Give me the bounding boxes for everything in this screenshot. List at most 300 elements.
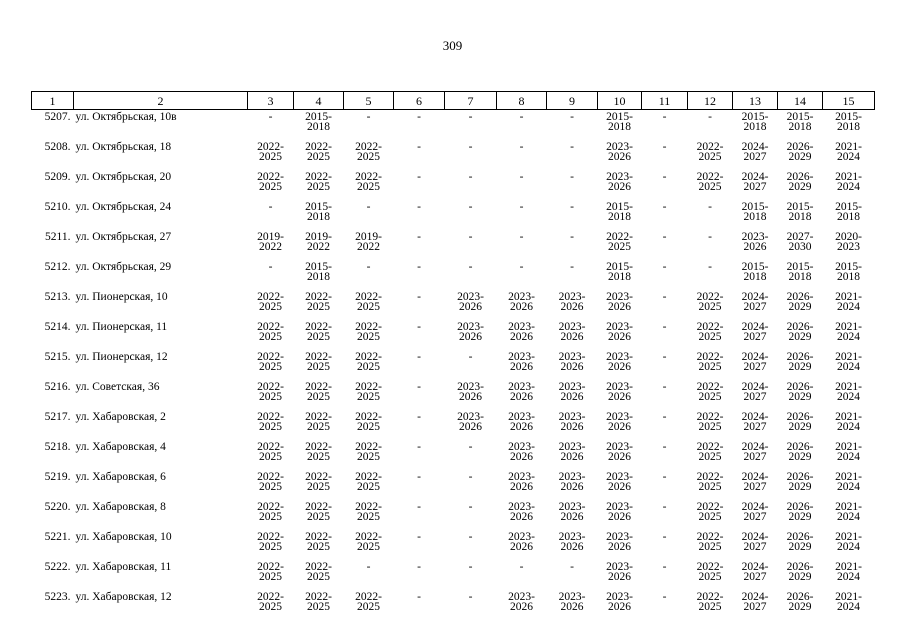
period-cell	[598, 440, 642, 470]
column-header: 2	[74, 92, 248, 110]
period-cell	[294, 350, 344, 380]
period-cell	[394, 140, 445, 170]
period-value: -	[662, 261, 667, 273]
period-cell	[344, 350, 394, 380]
address-cell: ул. Хабаровская, 4	[75, 441, 166, 453]
period-value: 2022- 2025	[305, 141, 332, 163]
period-value: 2023- 2026	[741, 231, 769, 253]
period-value: -	[417, 591, 421, 603]
period-cell	[778, 110, 823, 141]
period-cell	[344, 110, 394, 141]
period-value: -	[366, 111, 371, 123]
period-cell	[598, 290, 642, 320]
period-value: -	[519, 201, 524, 213]
period-cell	[445, 140, 497, 170]
period-value: 2023- 2026	[606, 531, 633, 553]
period-cell	[823, 320, 875, 350]
period-value: 2023- 2026	[558, 381, 586, 403]
period-cell	[642, 440, 688, 470]
period-value: -	[417, 381, 421, 393]
period-value: 2021- 2024	[835, 561, 862, 583]
period-value: 2024- 2027	[741, 291, 769, 313]
period-cell	[688, 200, 733, 230]
period-value: 2022- 2025	[696, 321, 724, 343]
period-cell	[823, 110, 875, 141]
period-cell	[733, 140, 778, 170]
period-cell	[778, 230, 823, 260]
period-cell	[823, 350, 875, 380]
period-cell	[497, 410, 547, 440]
period-cell	[778, 350, 823, 380]
period-cell	[344, 590, 394, 620]
period-cell	[445, 260, 497, 290]
period-cell	[688, 380, 733, 410]
period-value: 2026- 2029	[786, 561, 814, 583]
period-cell	[778, 590, 823, 620]
period-cell	[733, 170, 778, 200]
period-cell	[733, 470, 778, 500]
period-value: 2022- 2025	[257, 591, 284, 613]
period-cell	[598, 140, 642, 170]
period-value: 2021- 2024	[835, 591, 862, 613]
address-cell: ул. Октябрьская, 29	[75, 261, 172, 273]
column-header: 13	[733, 92, 778, 110]
period-value: -	[366, 261, 371, 273]
period-value: -	[662, 171, 667, 183]
period-value: 2026- 2029	[786, 351, 814, 373]
period-value: 2022- 2025	[257, 321, 284, 343]
period-value: 2024- 2027	[741, 561, 769, 583]
period-cell	[497, 440, 547, 470]
period-value: 2022- 2025	[355, 411, 382, 433]
period-cell	[778, 380, 823, 410]
period-cell	[394, 530, 445, 560]
period-cell	[394, 470, 445, 500]
period-value: 2015- 2018	[786, 111, 814, 133]
period-cell	[733, 200, 778, 230]
period-value: 2015- 2018	[741, 261, 769, 283]
period-value: -	[662, 561, 667, 573]
page-number: 309	[442, 38, 463, 53]
period-cell	[688, 110, 733, 141]
period-value: 2022- 2025	[355, 591, 382, 613]
period-cell	[688, 350, 733, 380]
period-value: 2021- 2024	[835, 141, 862, 163]
period-cell	[823, 530, 875, 560]
table-row	[32, 200, 875, 230]
period-cell	[248, 170, 294, 200]
period-value: -	[417, 501, 421, 513]
period-cell	[497, 320, 547, 350]
period-value: -	[570, 201, 574, 213]
period-value: 2023- 2026	[558, 531, 586, 553]
column-header: 15	[823, 92, 875, 110]
period-value: 2024- 2027	[741, 351, 769, 373]
period-cell	[642, 470, 688, 500]
row-number: 5210.	[44, 201, 71, 213]
period-cell	[688, 560, 733, 590]
period-value: 2023- 2026	[606, 381, 633, 403]
period-value: 2023- 2026	[508, 291, 535, 313]
period-value: 2022- 2025	[355, 291, 382, 313]
period-value: 2022- 2025	[305, 381, 332, 403]
period-value: -	[708, 111, 712, 123]
period-value: -	[417, 291, 421, 303]
address-cell: ул. Пионерская, 10	[75, 291, 168, 303]
period-value: 2015- 2018	[606, 111, 633, 133]
address-cell: ул. Хабаровская, 11	[75, 561, 172, 573]
period-value: -	[417, 441, 421, 453]
period-cell	[248, 140, 294, 170]
period-value: 2024- 2027	[741, 321, 769, 343]
period-cell	[294, 440, 344, 470]
period-value: -	[417, 141, 421, 153]
period-value: -	[417, 411, 421, 423]
period-value: 2015- 2018	[606, 201, 633, 223]
period-cell	[642, 590, 688, 620]
period-value: -	[417, 321, 421, 333]
period-cell	[823, 470, 875, 500]
period-cell	[733, 230, 778, 260]
period-cell	[598, 230, 642, 260]
period-cell	[445, 230, 497, 260]
period-cell	[445, 530, 497, 560]
period-cell	[294, 410, 344, 440]
period-cell	[733, 380, 778, 410]
column-header: 4	[294, 92, 344, 110]
table-row	[32, 260, 875, 290]
period-value: 2023- 2026	[558, 501, 586, 523]
period-cell	[344, 200, 394, 230]
column-header: 8	[497, 92, 547, 110]
period-cell	[248, 380, 294, 410]
period-cell	[547, 170, 598, 200]
period-value: 2022- 2025	[257, 501, 284, 523]
period-value: -	[417, 261, 421, 273]
period-cell	[445, 410, 497, 440]
period-value: 2022- 2025	[305, 531, 332, 553]
period-cell	[547, 260, 598, 290]
period-cell	[294, 230, 344, 260]
row-number: 5217.	[44, 411, 71, 423]
period-cell	[547, 410, 598, 440]
period-value: -	[570, 231, 574, 243]
period-cell	[248, 470, 294, 500]
period-value: 2022- 2025	[257, 531, 284, 553]
period-cell	[598, 260, 642, 290]
period-value: -	[708, 261, 712, 273]
period-value: 2022- 2025	[257, 471, 284, 493]
row-number: 5207.	[44, 111, 71, 123]
period-cell	[547, 110, 598, 141]
period-cell	[248, 230, 294, 260]
period-value: 2022- 2025	[305, 501, 332, 523]
period-cell	[445, 380, 497, 410]
period-cell	[394, 290, 445, 320]
row-number: 5212.	[44, 261, 71, 273]
period-value: 2021- 2024	[835, 441, 862, 463]
period-value: -	[662, 411, 667, 423]
period-cell	[642, 410, 688, 440]
period-cell	[344, 230, 394, 260]
period-cell	[778, 560, 823, 590]
period-cell	[394, 320, 445, 350]
period-cell	[344, 440, 394, 470]
column-header: 3	[248, 92, 294, 110]
period-value: 2015- 2018	[305, 261, 332, 283]
period-cell	[778, 410, 823, 440]
period-cell	[445, 470, 497, 500]
period-cell	[547, 230, 598, 260]
table-row	[32, 560, 875, 590]
period-value: -	[662, 141, 667, 153]
period-cell	[598, 200, 642, 230]
period-cell	[598, 500, 642, 530]
period-value: -	[468, 441, 473, 453]
table-row	[32, 230, 875, 260]
period-value: 2022- 2025	[305, 291, 332, 313]
period-value: -	[662, 321, 667, 333]
period-value: -	[519, 231, 524, 243]
period-cell	[733, 500, 778, 530]
period-cell	[642, 140, 688, 170]
period-value: 2023- 2026	[558, 291, 586, 313]
period-cell	[294, 470, 344, 500]
period-value: 2023- 2026	[606, 411, 633, 433]
period-cell	[445, 560, 497, 590]
period-cell	[497, 170, 547, 200]
period-cell	[344, 320, 394, 350]
period-value: 2023- 2026	[606, 291, 633, 313]
period-value: -	[468, 531, 473, 543]
period-value: 2015- 2018	[786, 261, 814, 283]
period-value: 2026- 2029	[786, 381, 814, 403]
period-value: 2019- 2022	[355, 231, 382, 253]
period-value: -	[417, 471, 421, 483]
period-value: 2024- 2027	[741, 501, 769, 523]
table-row	[32, 590, 875, 620]
period-cell	[823, 380, 875, 410]
period-value: -	[417, 351, 421, 363]
period-cell	[547, 470, 598, 500]
period-cell	[344, 410, 394, 440]
address-cell: ул. Советская, 36	[75, 381, 160, 393]
period-cell	[294, 200, 344, 230]
period-cell	[394, 110, 445, 141]
period-cell	[394, 350, 445, 380]
period-cell	[248, 530, 294, 560]
period-cell	[294, 530, 344, 560]
address-cell: ул. Хабаровская, 10	[75, 531, 172, 543]
period-cell	[394, 440, 445, 470]
period-value: 2023- 2026	[558, 591, 586, 613]
row-number: 5223.	[44, 591, 71, 603]
period-cell	[778, 290, 823, 320]
period-cell	[547, 200, 598, 230]
table-row	[32, 410, 875, 440]
period-value: 2023- 2026	[606, 441, 633, 463]
period-value: 2022- 2025	[305, 351, 332, 373]
header-row	[32, 92, 875, 110]
period-cell	[733, 560, 778, 590]
period-cell	[445, 440, 497, 470]
period-cell	[598, 320, 642, 350]
period-value: -	[468, 171, 473, 183]
period-value: 2026- 2029	[786, 171, 814, 193]
period-value: -	[519, 261, 524, 273]
period-cell	[598, 560, 642, 590]
period-value: 2022- 2025	[355, 441, 382, 463]
period-cell	[733, 350, 778, 380]
period-cell	[642, 170, 688, 200]
period-value: -	[468, 141, 473, 153]
period-value: 2024- 2027	[741, 441, 769, 463]
period-cell	[344, 470, 394, 500]
column-header: 7	[445, 92, 497, 110]
address-cell: ул. Октябрьская, 20	[75, 171, 172, 183]
period-cell	[598, 380, 642, 410]
period-cell	[688, 140, 733, 170]
period-value: 2015- 2018	[741, 201, 769, 223]
period-cell	[598, 410, 642, 440]
period-value: 2021- 2024	[835, 531, 862, 553]
period-cell	[547, 140, 598, 170]
period-value: 2022- 2025	[696, 351, 724, 373]
period-value: 2023- 2026	[457, 291, 484, 313]
period-value: 2022- 2025	[355, 471, 382, 493]
period-cell	[248, 590, 294, 620]
period-value: -	[570, 141, 574, 153]
column-header: 9	[547, 92, 598, 110]
period-cell	[547, 590, 598, 620]
period-value: 2015- 2018	[305, 111, 332, 133]
period-cell	[642, 380, 688, 410]
column-header: 12	[688, 92, 733, 110]
period-cell	[547, 560, 598, 590]
period-value: -	[468, 231, 473, 243]
period-value: 2022- 2025	[696, 171, 724, 193]
period-cell	[688, 290, 733, 320]
period-cell	[248, 560, 294, 590]
period-value: 2022- 2025	[257, 291, 284, 313]
period-cell	[823, 170, 875, 200]
period-value: 2027- 2030	[786, 231, 814, 253]
period-cell	[497, 470, 547, 500]
period-value: 2023- 2026	[606, 171, 633, 193]
period-value: 2023- 2026	[508, 531, 535, 553]
period-value: -	[708, 201, 712, 213]
period-value: 2026- 2029	[786, 471, 814, 493]
table-row	[32, 140, 875, 170]
period-cell	[344, 290, 394, 320]
period-cell	[497, 200, 547, 230]
period-value: 2022- 2025	[305, 561, 332, 583]
period-cell	[547, 380, 598, 410]
period-value: 2026- 2029	[786, 591, 814, 613]
period-value: 2020- 2023	[835, 231, 862, 253]
period-value: 2022- 2025	[257, 141, 284, 163]
period-value: 2022- 2025	[696, 291, 724, 313]
period-value: 2023- 2026	[558, 441, 586, 463]
period-value: -	[662, 471, 667, 483]
period-cell	[547, 320, 598, 350]
period-value: -	[468, 591, 473, 603]
period-cell	[248, 290, 294, 320]
table-row	[32, 440, 875, 470]
period-cell	[823, 590, 875, 620]
period-value: 2023- 2026	[508, 351, 535, 373]
period-value: 2024- 2027	[741, 591, 769, 613]
column-header: 5	[344, 92, 394, 110]
period-cell	[688, 440, 733, 470]
period-value: 2022- 2025	[257, 561, 284, 583]
table-row	[32, 530, 875, 560]
period-value: 2022- 2025	[355, 531, 382, 553]
period-cell	[344, 500, 394, 530]
period-cell	[547, 290, 598, 320]
period-cell	[823, 500, 875, 530]
period-cell	[445, 290, 497, 320]
period-value: 2023- 2026	[508, 501, 535, 523]
period-cell	[344, 530, 394, 560]
row-number: 5220.	[44, 501, 71, 513]
period-cell	[294, 110, 344, 141]
table-row	[32, 500, 875, 530]
period-value: -	[468, 201, 473, 213]
period-cell	[733, 260, 778, 290]
period-cell	[823, 290, 875, 320]
period-cell	[344, 170, 394, 200]
period-value: 2023- 2026	[606, 141, 633, 163]
period-cell	[445, 500, 497, 530]
period-cell	[497, 140, 547, 170]
period-value: 2024- 2027	[741, 471, 769, 493]
period-value: -	[519, 171, 524, 183]
period-cell	[823, 200, 875, 230]
period-value: 2022- 2025	[606, 231, 633, 253]
period-value: 2021- 2024	[835, 321, 862, 343]
period-value: -	[662, 351, 667, 363]
period-cell	[344, 380, 394, 410]
period-cell	[688, 470, 733, 500]
period-cell	[823, 260, 875, 290]
period-cell	[497, 230, 547, 260]
period-value: 2022- 2025	[696, 531, 724, 553]
period-value: 2024- 2027	[741, 381, 769, 403]
period-cell	[248, 440, 294, 470]
period-cell	[688, 530, 733, 560]
table-row	[32, 170, 875, 200]
period-cell	[598, 110, 642, 141]
period-value: 2022- 2025	[257, 381, 284, 403]
period-value: 2024- 2027	[741, 141, 769, 163]
period-cell	[344, 260, 394, 290]
period-value: 2022- 2025	[257, 171, 284, 193]
period-cell	[445, 200, 497, 230]
period-value: 2015- 2018	[835, 111, 862, 133]
period-value: 2022- 2025	[257, 411, 284, 433]
period-value: 2023- 2026	[606, 471, 633, 493]
period-value: 2022- 2025	[696, 591, 724, 613]
period-value: 2015- 2018	[305, 201, 332, 223]
period-cell	[778, 470, 823, 500]
period-cell	[445, 590, 497, 620]
address-cell: ул. Хабаровская, 8	[75, 501, 166, 513]
column-header: 10	[598, 92, 642, 110]
period-value: 2022- 2025	[696, 411, 724, 433]
period-value: 2024- 2027	[741, 531, 769, 553]
row-number: 5214.	[44, 321, 71, 333]
